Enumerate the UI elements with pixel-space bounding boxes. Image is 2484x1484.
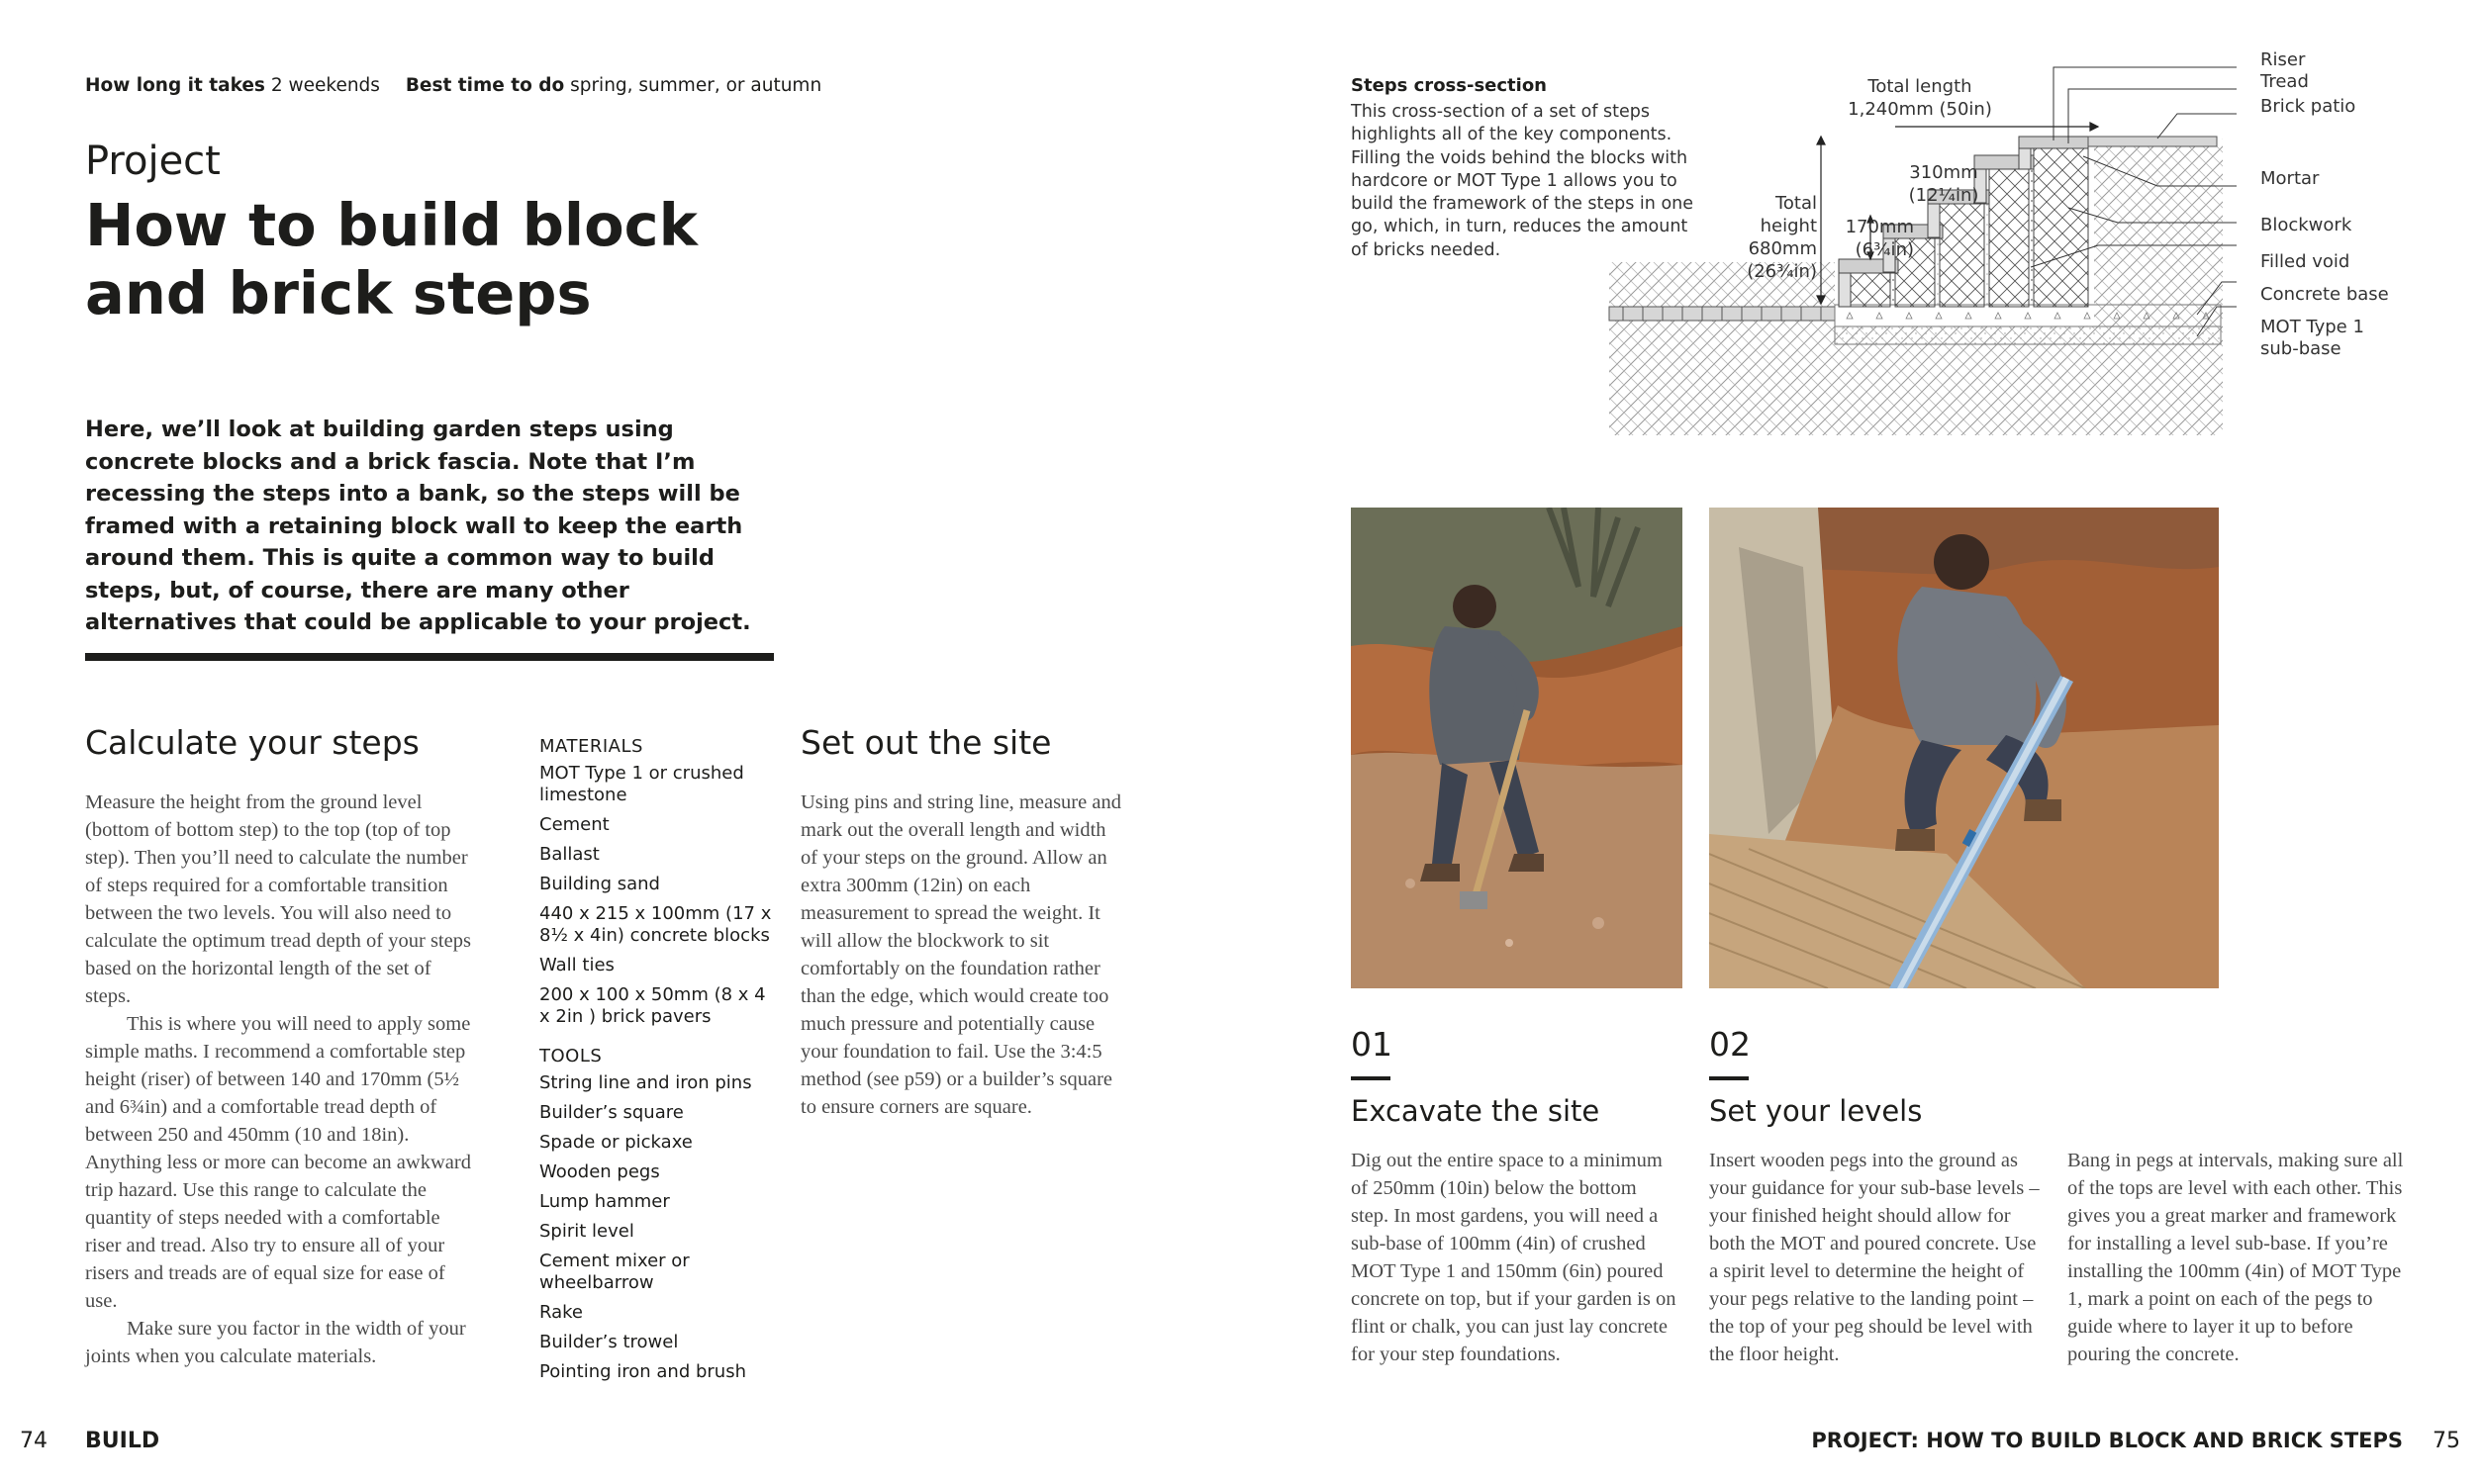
best-time-value: spring, summer, or autumn bbox=[570, 75, 822, 96]
materials-item: Building sand bbox=[539, 874, 660, 894]
step-02-body-right: Bang in pegs at intervals, making sure all of the tops are level with each other. This gives you a great marker and framework for installing a level sub-base. If you’re installing the 100mm (4in) of MOT Type 1, mark a point on each of the pegs to guide where to layer it up to before pouring the concrete. bbox=[2067, 1150, 2404, 1365]
calculate-paragraph: This is where you will need to apply some simple maths. I recommend a comfortable step height (riser) of between 140 and 170mm (5½ and 6¾in) and a comfortable tread depth of between 250 and 450mm (10 and 18in). Anything less or more can become an awkward trip hazard. Use this range to calculate the quantity of steps needed with a comfortable riser and tread. Also try to ensure all of your risers and treads are of equal size for ease of use. bbox=[85, 1013, 471, 1312]
tools-item: Builder’s square bbox=[539, 1102, 684, 1123]
tools-item: String line and iron pins bbox=[539, 1072, 752, 1093]
tools-item: Spade or pickaxe bbox=[539, 1132, 693, 1153]
step-number-01: 01 bbox=[1351, 1025, 1392, 1064]
tools-item: Builder’s trowel bbox=[539, 1332, 679, 1352]
project-kicker: Project bbox=[85, 139, 221, 184]
materials-heading: MATERIALS bbox=[539, 736, 643, 757]
tools-item: Pointing iron and brush bbox=[539, 1361, 747, 1382]
total-height-label bbox=[1732, 192, 1817, 283]
left-page-number: 74 bbox=[20, 1429, 48, 1453]
label-riser: Riser bbox=[2260, 49, 2306, 70]
step-02-rule bbox=[1709, 1076, 1749, 1080]
label-sub-base: sub-base bbox=[2260, 338, 2341, 359]
label-filled-void: Filled void bbox=[2260, 251, 2350, 272]
tools-heading: TOOLS bbox=[539, 1046, 603, 1067]
tread-depth-inches: (12¼in) bbox=[1908, 185, 1979, 206]
label-mortar: Mortar bbox=[2260, 168, 2320, 189]
title-line-1: How to build block bbox=[85, 191, 698, 259]
tools-item: Cement mixer or wheelbarrow bbox=[539, 1251, 690, 1293]
total-height-text: Total bbox=[1774, 193, 1817, 214]
section-divider bbox=[85, 653, 774, 661]
label-blockwork: Blockwork bbox=[2260, 215, 2352, 235]
materials-item: Cement bbox=[539, 814, 610, 835]
materials-tools-column bbox=[539, 736, 777, 1391]
photo-excavate-illustration bbox=[1351, 508, 1682, 988]
calculate-heading: Calculate your steps bbox=[85, 723, 420, 762]
diagram-caption-title: Steps cross-section bbox=[1351, 75, 1547, 96]
total-height-text: height bbox=[1760, 216, 1817, 236]
project-meta bbox=[85, 75, 821, 96]
tread-depth-value: 310mm bbox=[1909, 162, 1978, 183]
riser-height-value: 170mm bbox=[1845, 217, 1914, 237]
tools-item: Wooden pegs bbox=[539, 1161, 660, 1182]
materials-item: Ballast bbox=[539, 844, 600, 865]
photo-set-levels bbox=[1709, 508, 2219, 988]
how-long-value: 2 weekends bbox=[270, 75, 380, 96]
materials-item: 440 x 215 x 100mm (17 x 8½ x 4in) concrete blocks bbox=[539, 903, 772, 946]
lower-patio bbox=[1609, 307, 1835, 321]
total-height-inches: (26¾in) bbox=[1747, 261, 1817, 282]
step-02-body-left: Insert wooden pegs into the ground as your guidance for your sub-base levels – your finished height should allow for both the MOT and poured concrete. Use a spirit level to determine the height of your pegs relative to the landing point – the top of your peg should be level with the floor height. bbox=[1709, 1150, 2040, 1365]
total-length-label bbox=[1831, 75, 2009, 121]
setout-heading: Set out the site bbox=[801, 723, 1052, 762]
riser-height-label bbox=[1831, 216, 1914, 261]
tread-depth-label bbox=[1894, 161, 1993, 207]
calculate-body bbox=[85, 788, 481, 1370]
right-page-number: 75 bbox=[2433, 1429, 2460, 1453]
page-title bbox=[85, 191, 778, 327]
tools-item: Lump hammer bbox=[539, 1191, 670, 1212]
calculate-paragraph: Measure the height from the ground level (bottom of bottom step) to the top (top of top step). Then you’ll need to calculate the number of steps required for a comfortable transition between the two levels. You will also need to calculate the optimum tread depth of your steps based on the horizontal length of the set of steps. bbox=[85, 791, 471, 1007]
materials-item: Wall ties bbox=[539, 955, 615, 975]
calculate-paragraph: Make sure you factor in the width of your joints when you calculate materials. bbox=[85, 1318, 466, 1367]
step-01-heading: Excavate the site bbox=[1351, 1094, 1600, 1128]
materials-item: MOT Type 1 or crushed limestone bbox=[539, 763, 744, 805]
tools-item: Rake bbox=[539, 1302, 583, 1323]
riser-height-inches: (6¾in) bbox=[1855, 239, 1914, 260]
left-running-head: BUILD bbox=[85, 1429, 160, 1453]
label-mot-type1: MOT Type 1 bbox=[2260, 317, 2364, 337]
title-line-2: and brick steps bbox=[85, 259, 592, 327]
label-tread: Tread bbox=[2260, 71, 2309, 92]
how-long-label: How long it takes bbox=[85, 75, 265, 96]
foundation bbox=[1835, 305, 2221, 344]
step-01-body: Dig out the entire space to a minimum of 250mm (10in) below the bottom step. In most gardens, you will need a sub-base of 100mm (4in) of crushed MOT Type 1 and 150mm (6in) poured concrete on top, but if your garden is on flint or chalk, you can just lay concrete for your step foundations. bbox=[1351, 1150, 1676, 1365]
total-height-value: 680mm bbox=[1748, 238, 1817, 259]
step-number-02: 02 bbox=[1709, 1025, 1751, 1064]
tools-item: Spirit level bbox=[539, 1221, 634, 1242]
photo-excavate-site bbox=[1351, 508, 1682, 988]
total-length-text: Total length bbox=[1867, 76, 1972, 97]
right-running-head: PROJECT: HOW TO BUILD BLOCK AND BRICK STEPS bbox=[1811, 1429, 2403, 1452]
tools-list bbox=[539, 1072, 777, 1383]
setout-body: Using pins and string line, measure and mark out the overall length and width of your steps on the ground. Allow an extra 300mm (12in) on each measurement to spread the weight. It will allow the blockwork to sit comfortably on the foundation rather than the edge, which would create too much pressure and potentially cause your foundation to fail. Use the 3:4:5 method (see p59) or a builder’s square to ensure corners are square. bbox=[801, 791, 1121, 1118]
materials-list bbox=[539, 763, 777, 1028]
label-brick-patio: Brick patio bbox=[2260, 96, 2356, 117]
step-01-rule bbox=[1351, 1076, 1390, 1080]
best-time-label: Best time to do bbox=[405, 75, 565, 96]
total-length-value: 1,240mm (50in) bbox=[1848, 99, 1992, 120]
intro-paragraph: Here, we’ll look at building garden steps using concrete blocks and a brick fascia. Note that I’m recessing the steps into a bank, so the steps will be framed with a retaining block wall to keep the earth around them. This is quite a common way to build steps, but, of course, there are many other alternatives that could be applicable to your project. bbox=[85, 417, 751, 635]
label-concrete-base: Concrete base bbox=[2260, 284, 2389, 305]
photo-levels-illustration bbox=[1709, 508, 2219, 988]
step-02-heading: Set your levels bbox=[1709, 1094, 1923, 1128]
materials-item: 200 x 100 x 50mm (8 x 4 x 2in ) brick pavers bbox=[539, 984, 766, 1027]
diagram-caption-body: This cross-section of a set of steps highlights all of the key components. Filling the voids behind the blocks with hardcore or MOT Type 1 allows you to build the framework of the steps in one go, which, in turn, reduces the amount of bricks needed. bbox=[1351, 102, 1694, 260]
